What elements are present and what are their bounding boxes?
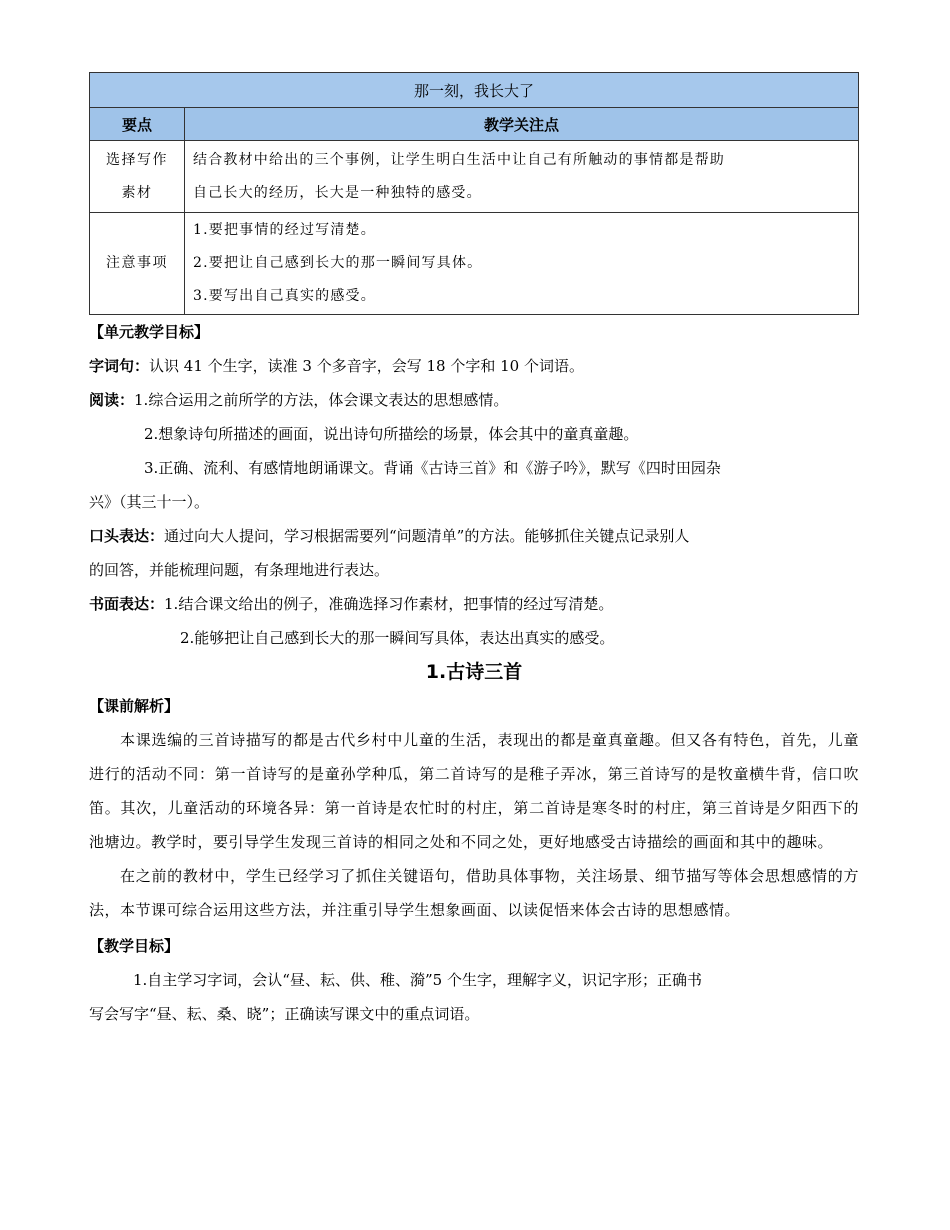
table-row-key: 注意事项 bbox=[90, 213, 185, 315]
reading-item-3-cont: 兴》（其三十一）。 bbox=[89, 493, 210, 511]
reading-label: 阅读： bbox=[89, 391, 135, 409]
written-goal bbox=[89, 587, 859, 621]
table-row-value bbox=[185, 141, 859, 213]
oral-text-cont: 的回答，并能梳理问题，有条理地进行表达。 bbox=[89, 561, 390, 579]
lesson-section bbox=[89, 655, 859, 1031]
words-goal bbox=[89, 349, 859, 383]
table-row-key bbox=[90, 141, 185, 213]
analysis-paragraph: 本课选编的三首诗描写的都是古代乡村中儿童的生活，表现出的都是童真童趣。但又各有特色，首先，儿童进行的活动不同：第一首诗写的是童孙学种瓜，第二首诗写的是稚子弄冰，第三首诗写的是牧童横牛背，信口吹笛。其次，儿童活动的环境各异：第一首诗是农忙时的村庄，第二首诗是寒冬时的村庄，第三首诗是夕阳西下的池塘边。教学时，要引导学生发现三首诗的相同之处和不同之处，更好地感受古诗描绘的画面和其中的趣味。 bbox=[89, 731, 859, 851]
unit-goals-section bbox=[89, 315, 859, 655]
words-text: 认识 41 个生字，读准 3 个多音字，会写 18 个字和 10 个词语。 bbox=[149, 357, 584, 375]
reading-goal bbox=[89, 383, 859, 417]
reading-item-1: 1.综合运用之前所学的方法，体会课文表达的思想感情。 bbox=[134, 391, 509, 409]
oral-goal bbox=[89, 519, 859, 553]
written-item-1: 1.结合课文给出的例子，准确选择习作素材，把事情的经过写清楚。 bbox=[164, 595, 614, 613]
reading-item-3: 3.正确、流利、有感情地朗诵课文。背诵《古诗三首》和《游子吟》，默写《四时田园杂 bbox=[144, 459, 721, 477]
words-label: 字词句： bbox=[89, 357, 150, 375]
row-value-line: 结合教材中给出的三个事例，让学生明白生活中让自己有所触动的事情都是帮助 bbox=[193, 151, 725, 168]
teaching-goal-1: 1.自主学习字词，会认“昼、耘、供、稚、漪”5 个生字，理解字义，识记字形；正确书 bbox=[133, 971, 702, 989]
teaching-goal-1-cont: 写会写字“昼、耘、桑、晓”；正确读写课文中的重点词语。 bbox=[89, 1005, 480, 1023]
row-value-line: 3.要写出自己真实的感受。 bbox=[193, 288, 376, 304]
document-page bbox=[89, 72, 859, 1031]
table-header-key: 要点 bbox=[90, 108, 185, 141]
written-label: 书面表达： bbox=[89, 595, 165, 613]
oral-label: 口头表达： bbox=[89, 527, 165, 545]
row-value-line: 1.要把事情的经过写清楚。 bbox=[193, 222, 376, 238]
lesson-title: 1.古诗三首 bbox=[425, 661, 523, 683]
table-header-focus: 教学关注点 bbox=[185, 108, 859, 141]
row-key-line: 素材 bbox=[121, 184, 153, 201]
table-title: 那一刻，我长大了 bbox=[90, 73, 859, 108]
oral-text: 通过向大人提问，学习根据需要列“问题清单”的方法。能够抓住关键点记录别人 bbox=[164, 527, 690, 545]
written-item-2: 2.能够把让自己感到长大的那一瞬间写具体，表达出真实的感受。 bbox=[180, 629, 615, 647]
table-row bbox=[90, 213, 859, 315]
reading-item-2: 2.想象诗句所描述的画面，说出诗句所描绘的场景，体会其中的童真童趣。 bbox=[144, 425, 639, 443]
teaching-goals-heading: 【教学目标】 bbox=[89, 937, 180, 955]
analysis-paragraph: 在之前的教材中，学生已经学习了抓住关键语句，借助具体事物，关注场景、细节描写等体会思想感情的方法，本节课可综合运用这些方法，并注重引导学生想象画面、以读促悟来体会古诗的思想感情。 bbox=[89, 867, 859, 919]
analysis-heading: 【课前解析】 bbox=[89, 697, 180, 715]
table-row bbox=[90, 141, 859, 213]
row-value-line: 2.要把让自己感到长大的那一瞬间写具体。 bbox=[193, 255, 483, 271]
table-row-value bbox=[185, 213, 859, 315]
teaching-focus-table bbox=[89, 72, 859, 315]
row-value-line: 自己长大的经历，长大是一种独特的感受。 bbox=[193, 184, 482, 201]
row-key-line: 选择写作 bbox=[106, 151, 168, 168]
unit-goals-heading: 【单元教学目标】 bbox=[89, 323, 210, 341]
